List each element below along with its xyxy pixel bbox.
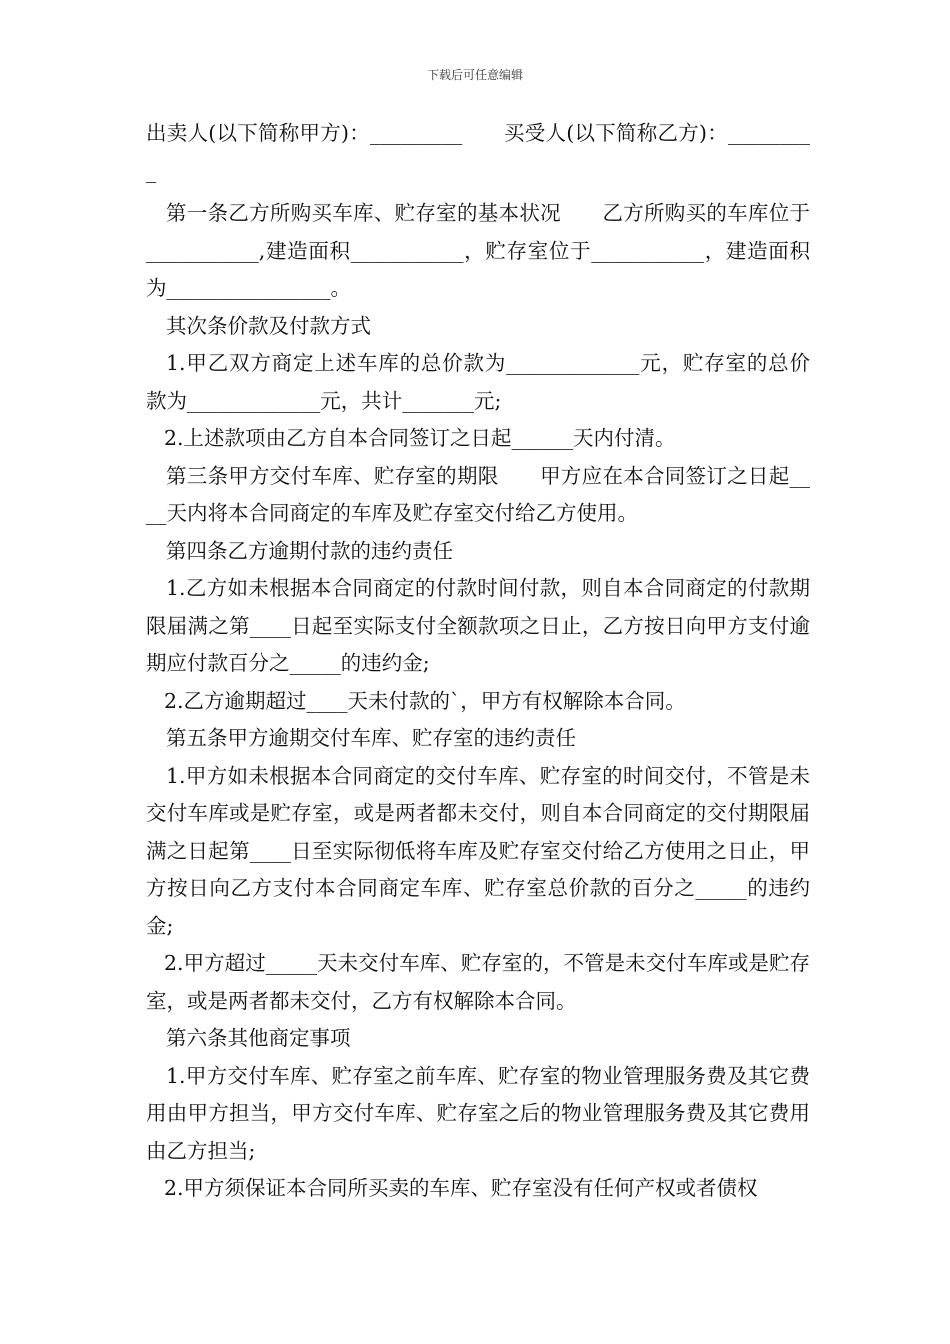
article-6-item-1: 1.甲方交付车库、贮存室之前车库、贮存室的物业管理服务费及其它费用由甲方担当，甲方交付车库、贮存室之后的物业管理服务费及其它费用由乙方担当; (146, 1063, 810, 1163)
article-4-heading: 第四条乙方逾期付款的违约责任 (166, 538, 453, 563)
parties-line: 出卖人(以下简称甲方)：_________ 买受人(以下简称乙方)：_________ (146, 121, 810, 183)
article-2-heading: 其次条价款及付款方式 (166, 313, 371, 338)
article-4-item-2: 2.乙方逾期超过____天未付款的`，甲方有权解除本合同。 (164, 688, 686, 713)
article-6-item-2: 2.甲方须保证本合同所买卖的车库、贮存室没有任何产权或者债权 (164, 1176, 758, 1200)
article-3-paragraph: 第三条甲方交付车库、贮存室的期限 甲方应在本合同签订之日起____天内将本合同商定的车库及贮存室交付给乙方使用。 (146, 463, 810, 525)
page-header-note: 下载后可任意编辑 (426, 68, 523, 82)
article-5-item-1: 1.甲方如未根据本合同商定的交付车库、贮存室的时间交付，不管是未交付车库或是贮存室，或是两者都未交付，则自本合同商定的交付期限届满之日起第____日至实际彻低将车库及贮存室交付给乙方使用之日止，甲方按日向乙方支付本合同商定车库、贮存室总价款的百分之_____的违约金; (146, 763, 810, 938)
contract-body (146, 115, 810, 1208)
article-1-paragraph: 第一条乙方所购买车库、贮存室的基本状况 乙方所购买的车库位于___________,建造面积___________，贮存室位于___________，建造面积为________________。 (146, 201, 810, 300)
article-6-heading: 第六条其他商定事项 (166, 1026, 351, 1050)
article-2-item-1: 1.甲乙双方商定上述车库的总价款为_____________元，贮存室的总价款为_____________元，共计_______元; (146, 351, 810, 413)
article-4-item-1: 1.乙方如未根据本合同商定的付款时间付款，则自本合同商定的付款期限届满之第____日起至实际支付全额款项之日止，乙方按日向甲方支付逾期应付款百分之_____的违约金; (146, 576, 810, 675)
article-5-heading: 第五条甲方逾期交付车库、贮存室的违约责任 (166, 726, 576, 750)
article-2-item-2: 2.上述款项由乙方自本合同签订之日起______天内付清。 (164, 426, 676, 450)
article-5-item-2: 2.甲方超过_____天未交付车库、贮存室的，不管是未交付车库或是贮存室，或是两者都未交付，乙方有权解除本合同。 (146, 951, 810, 1013)
